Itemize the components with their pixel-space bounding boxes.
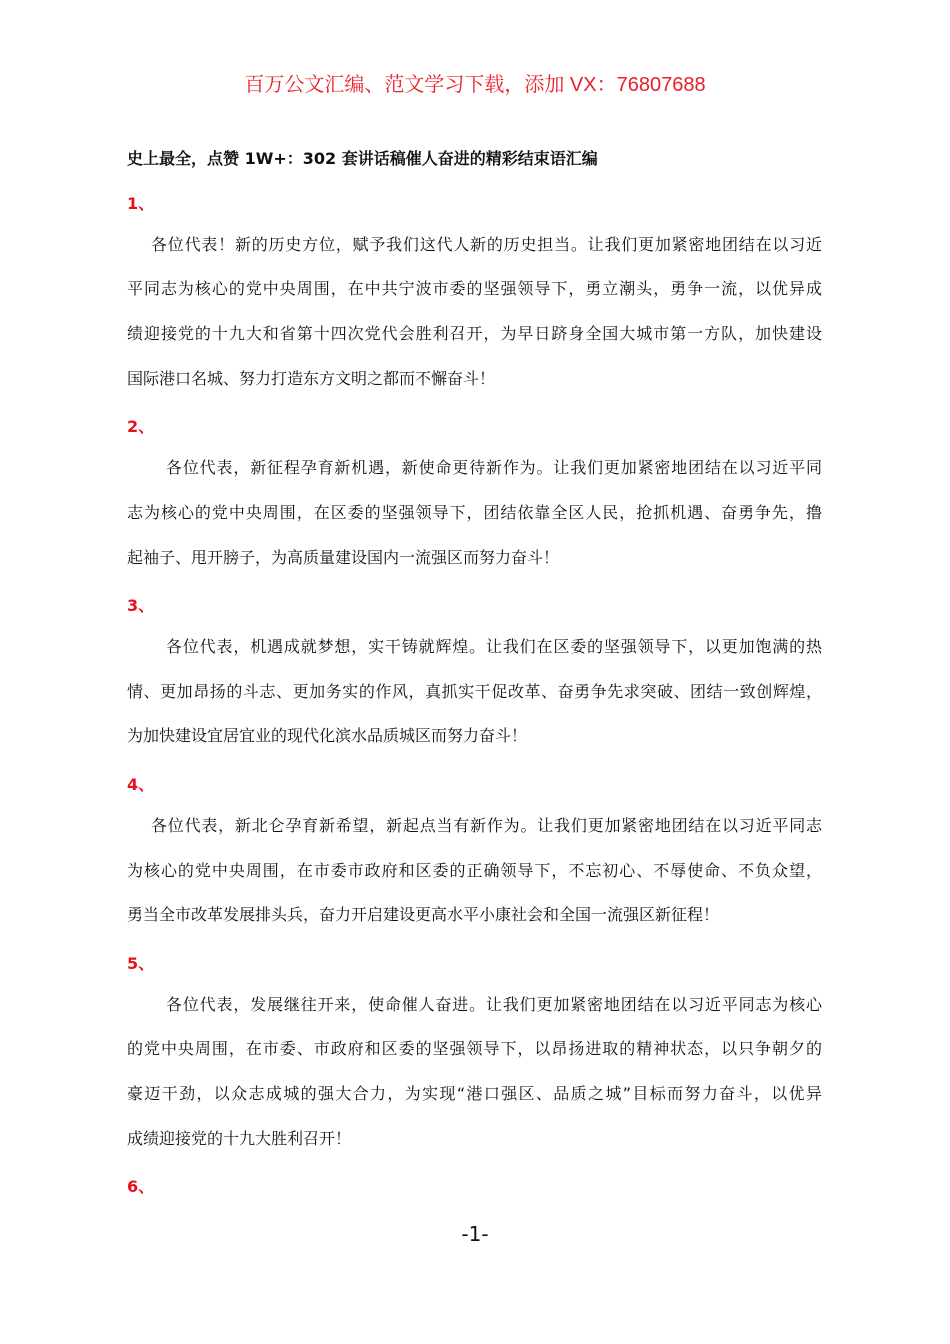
paragraph-line: 各位代表，发展继往开来，使命催人奋进。让我们更加紧密地团结在以习近平同志为核心 bbox=[166, 995, 822, 1014]
paragraph-line: 情、更加昂扬的斗志、更加务实的作风，真抓实干促改革、奋勇争先求突破、团结一致创辉煌， bbox=[127, 682, 822, 701]
document-title: 史上最全，点赞 1W+：302 套讲话稿催人奋进的精彩结束语汇编 bbox=[127, 149, 598, 168]
watermark-banner: 百万公文汇编、范文学习下载，添加 VX：76807688 bbox=[244, 74, 706, 96]
paragraph-line: 平同志为核心的党中央周围，在中共宁波市委的坚强领导下，勇立潮头，勇争一流，以优异成 bbox=[127, 279, 822, 298]
paragraph-line: 各位代表，新征程孕育新机遇，新使命更待新作为。让我们更加紧密地团结在以习近平同 bbox=[166, 458, 822, 477]
paragraph-line: 豪迈干劲，以众志成城的强大合力，为实现“港口强区、品质之城”目标而努力奋斗，以优异 bbox=[127, 1084, 822, 1103]
page-number: -1- bbox=[461, 1222, 489, 1246]
paragraph-line: 起袖子、甩开膀子，为高质量建设国内一流强区而努力奋斗！ bbox=[127, 548, 560, 567]
section-number: 2、 bbox=[127, 417, 155, 436]
paragraph-line: 志为核心的党中央周围，在区委的坚强领导下，团结依靠全区人民，抢抓机遇、奋勇争先，撸 bbox=[127, 503, 822, 522]
section-number: 4、 bbox=[127, 775, 155, 794]
paragraph-line: 国际港口名城、努力打造东方文明之都而不懈奋斗！ bbox=[127, 369, 496, 388]
paragraph-line: 各位代表，机遇成就梦想，实干铸就辉煌。让我们在区委的坚强领导下，以更加饱满的热 bbox=[166, 637, 822, 656]
paragraph-line: 各位代表！新的历史方位，赋予我们这代人新的历史担当。让我们更加紧密地团结在以习近 bbox=[151, 235, 822, 254]
section-number: 5、 bbox=[127, 954, 155, 973]
paragraph-line: 成绩迎接党的十九大胜利召开！ bbox=[127, 1129, 352, 1148]
paragraph-line: 为加快建设宜居宜业的现代化滨水品质城区而努力奋斗！ bbox=[127, 726, 528, 745]
paragraph-line: 勇当全市改革发展排头兵，奋力开启建设更高水平小康社会和全国一流强区新征程！ bbox=[127, 905, 720, 924]
paragraph-line: 绩迎接党的十九大和省第十四次党代会胜利召开，为早日跻身全国大城市第一方队，加快建设 bbox=[127, 324, 822, 343]
paragraph-line: 的党中央周围，在市委、市政府和区委的坚强领导下，以昂扬进取的精神状态，以只争朝夕的 bbox=[127, 1039, 822, 1058]
section-number: 6、 bbox=[127, 1177, 155, 1196]
paragraph-line: 为核心的党中央周围，在市委市政府和区委的正确领导下，不忘初心、不辱使命、不负众望， bbox=[127, 861, 822, 880]
paragraph-line: 各位代表，新北仑孕育新希望，新起点当有新作为。让我们更加紧密地团结在以习近平同志 bbox=[151, 816, 822, 835]
section-number: 1、 bbox=[127, 194, 155, 213]
section-number: 3、 bbox=[127, 596, 155, 615]
